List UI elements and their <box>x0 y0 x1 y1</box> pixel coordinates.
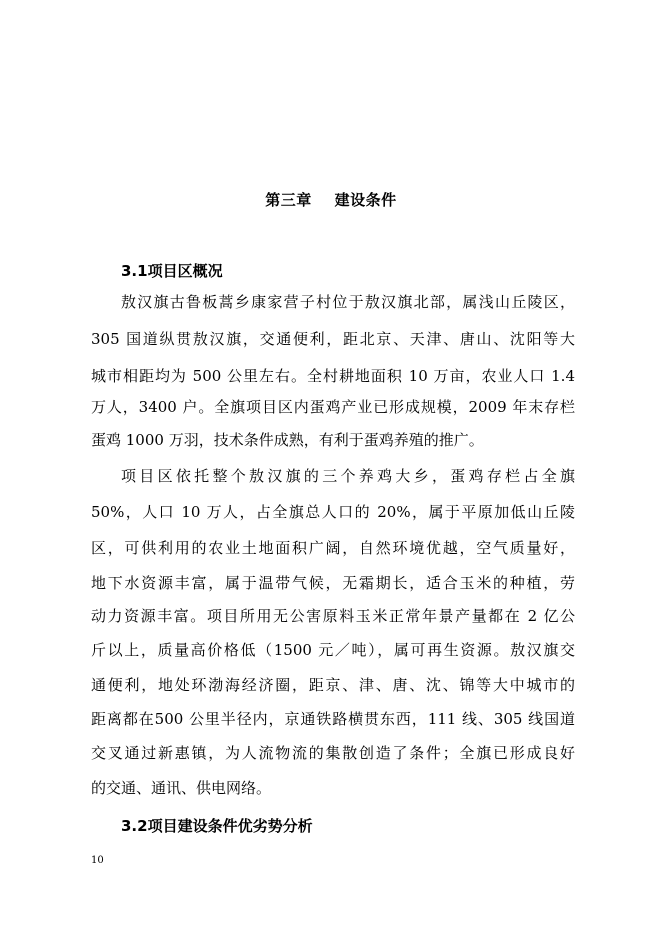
paragraph-line: 通便利，地处环渤海经济圈，距京、津、唐、沈、锦等大中城市的 <box>91 676 575 694</box>
paragraph-line: 项目区依托整个敖汉旗的三个养鸡大乡，蛋鸡存栏占全旗 <box>121 467 575 485</box>
paragraph-line: 动力资源丰富。项目所用无公害原料玉米正常年景产量都在 2 亿公 <box>91 607 575 625</box>
section-heading-3-1: 3.1项目区概况 <box>121 262 223 280</box>
paragraph-line: 斤以上，质量高价格低（1500 元／吨），属可再生资源。敖汉旗交 <box>91 641 575 659</box>
paragraph-line: 的交通、通讯、供电网络。 <box>91 779 272 797</box>
page-number: 10 <box>91 855 104 866</box>
paragraph-line: 蛋鸡 1000 万羽，技术条件成熟，有利于蛋鸡养殖的推广。 <box>91 431 484 449</box>
paragraph-line: 305 国道纵贯敖汉旗，交通便利，距北京、天津、唐山、沈阳等大 <box>91 330 575 348</box>
paragraph-line: 交叉通过新惠镇，为人流物流的集散创造了条件；全旗已形成良好 <box>91 744 575 762</box>
paragraph-line: 地下水资源丰富，属于温带气候，无霜期长，适合玉米的种植，劳 <box>91 574 575 592</box>
paragraph-line: 城市相距均为 500 公里左右。全村耕地面积 10 万亩，农业人口 1.4 <box>91 367 575 385</box>
paragraph-line: 50%，人口 10 万人，占全旗总人口的 20%，属于平原加低山丘陵 <box>91 503 575 521</box>
paragraph-line: 敖汉旗古鲁板蒿乡康家营子村位于敖汉旗北部，属浅山丘陵区， <box>121 293 575 311</box>
section-heading-3-2: 3.2项目建设条件优劣势分析 <box>121 817 313 835</box>
paragraph-line: 万人，3400 户。全旗项目区内蛋鸡产业已形成规模，2009 年末存栏 <box>91 398 575 416</box>
paragraph-line: 区，可供利用的农业土地面积广阔，自然环境优越，空气质量好， <box>91 539 575 557</box>
paragraph-line: 距离都在500 公里半径内，京通铁路横贯东西，111 线、305 线国道 <box>91 710 575 728</box>
chapter-title: 第三章 建设条件 <box>265 191 397 209</box>
